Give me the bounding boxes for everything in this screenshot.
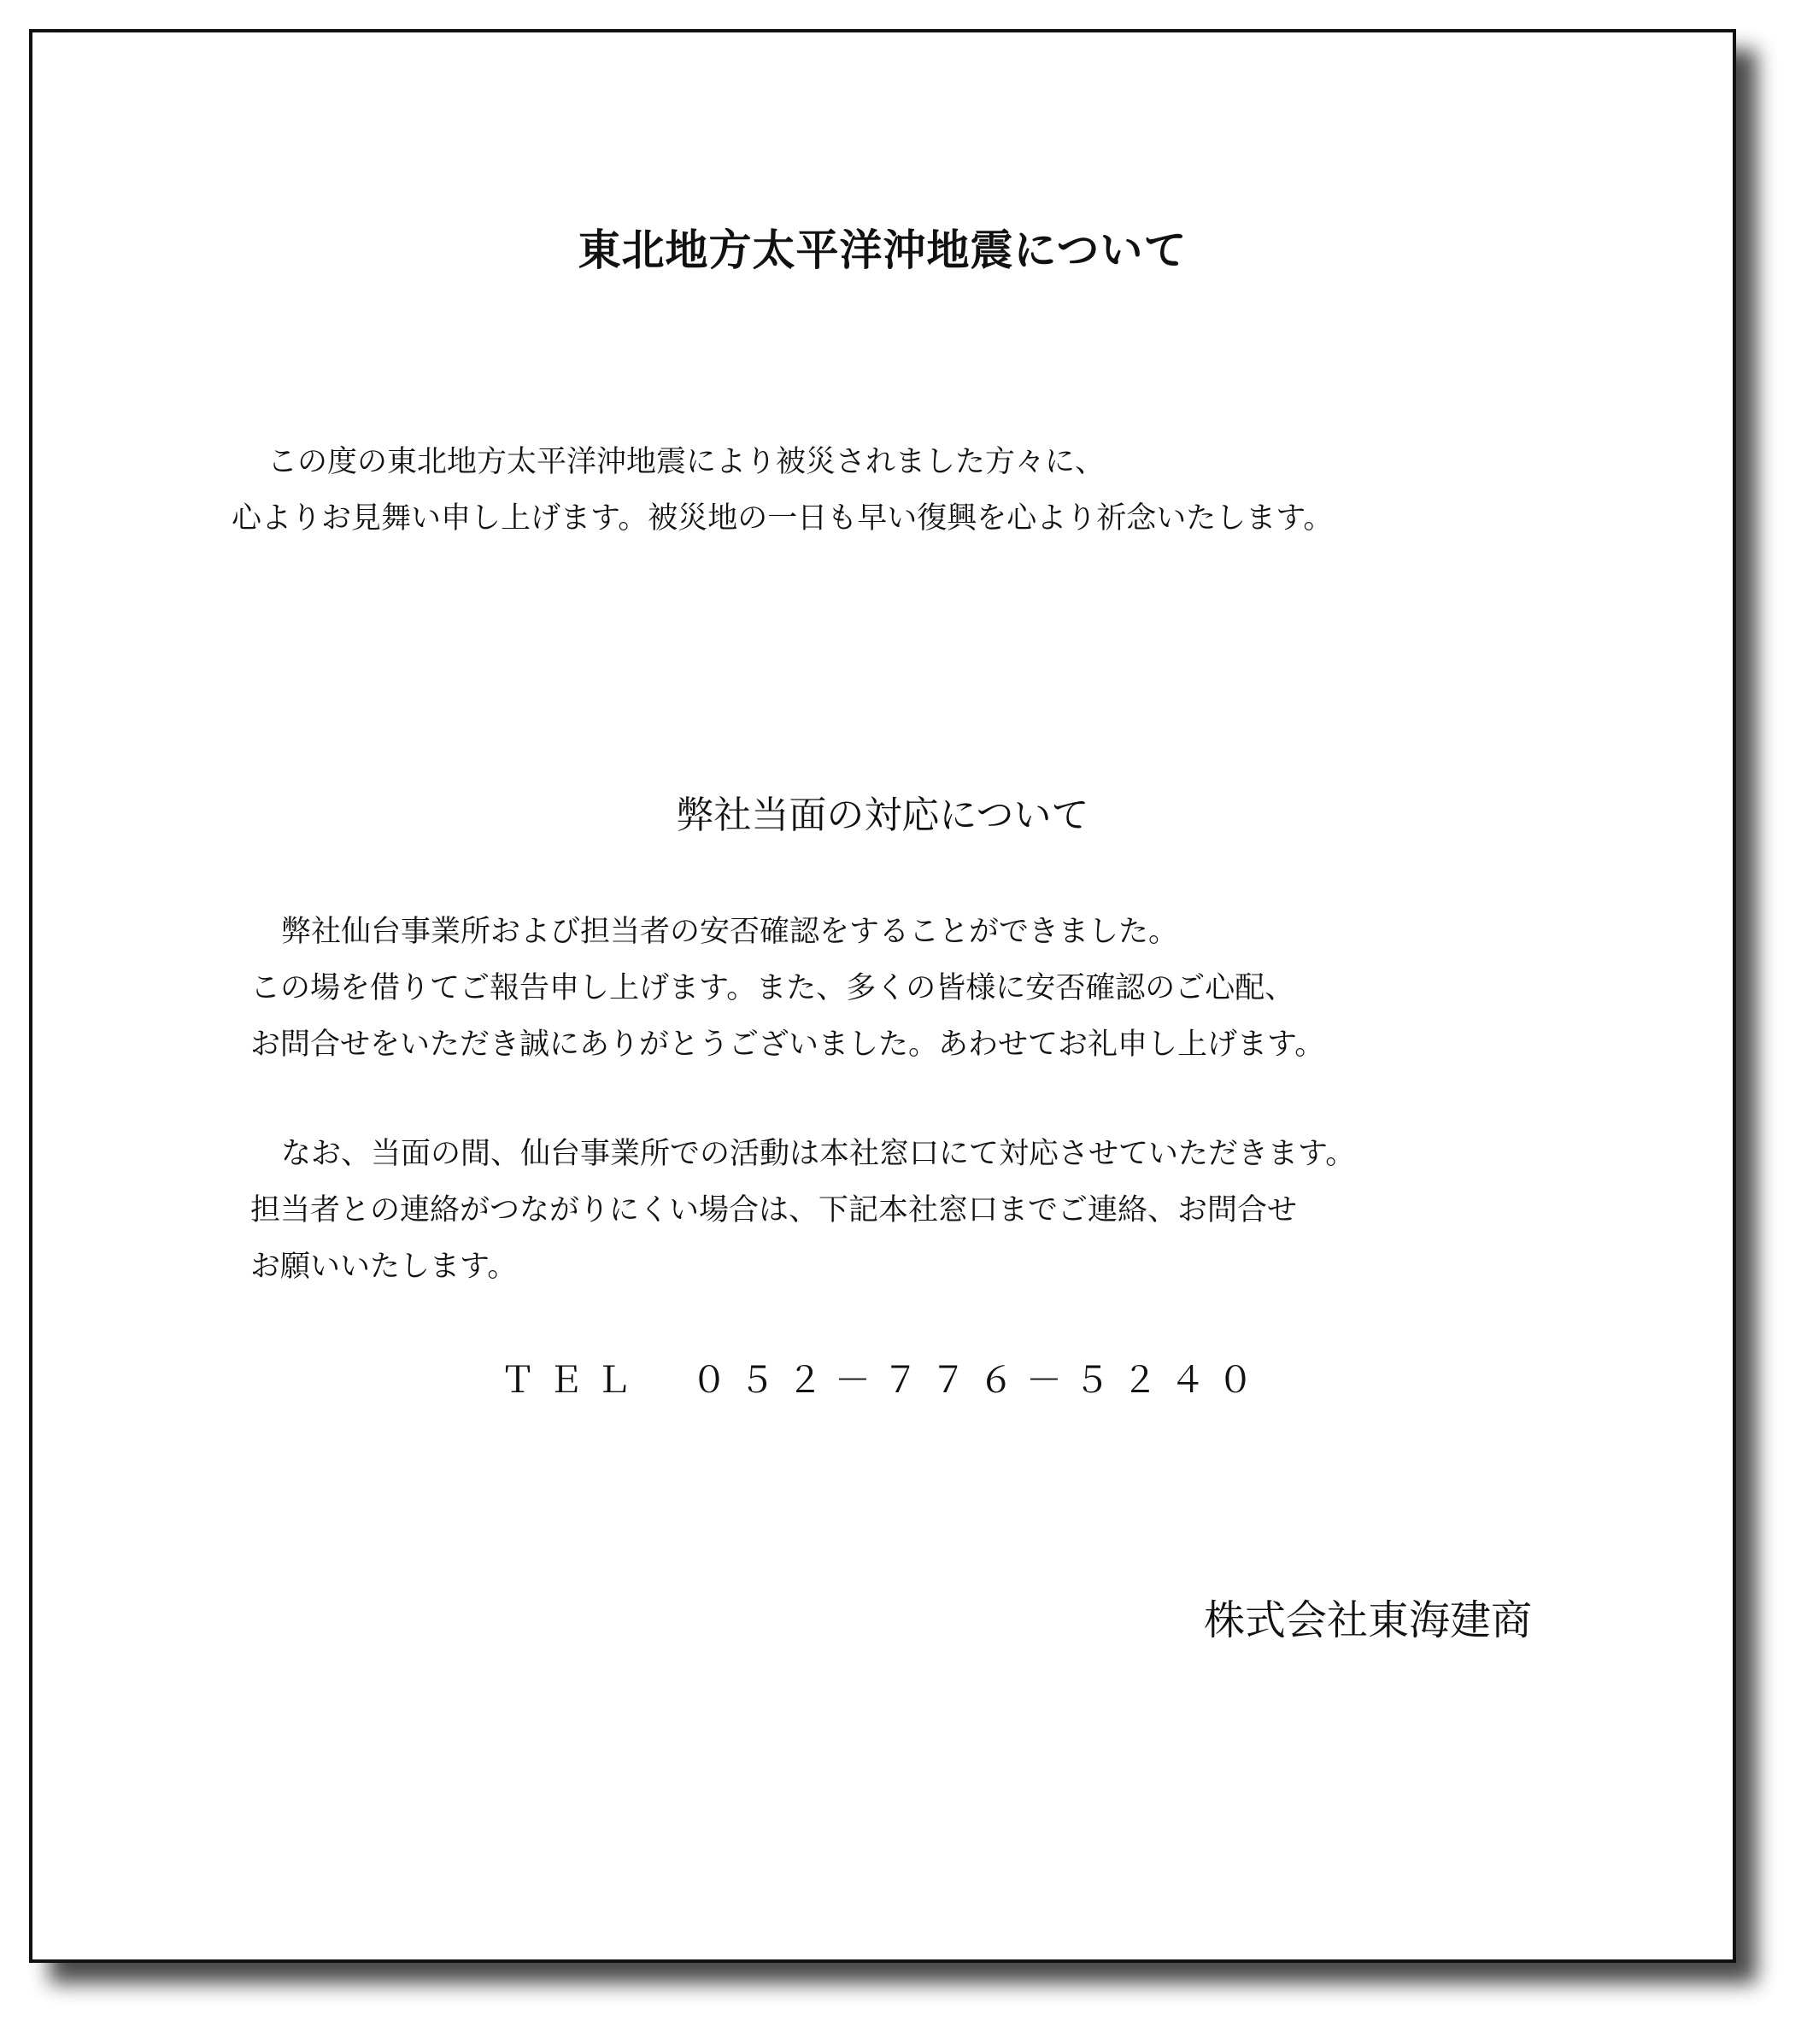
response-line-1: 弊社仙台事業所および担当者の安否確認をすることができました。: [281, 915, 1179, 949]
greeting-line-2: 心よりお見舞い申し上げます。被災地の一日も早い復興を心より祈念いたします。: [232, 501, 1334, 536]
response-subtitle: 弊社当面の対応について: [676, 794, 1089, 837]
note-paragraph: [250, 1126, 1355, 1295]
response-line-3: お問合せをいただき誠にありがとうございました。あわせてお礼申し上げます。: [250, 1028, 1325, 1062]
note-line-3: お願いいたします。: [250, 1250, 518, 1284]
notice-page: [29, 29, 1736, 1963]
greeting-paragraph: [232, 434, 1333, 547]
note-line-2: 担当者との連絡がつながりにくい場合は、下記本社窓口までご連絡、お問合せ: [250, 1193, 1298, 1227]
notice-title: 東北地方太平洋沖地震について: [578, 225, 1188, 275]
telephone-number: ＴＥＬ ０５２－７７６－５２４０: [499, 1359, 1265, 1401]
response-line-2: この場を借りてご報告申し上げます。また、多くの皆様に安否確認のご心配、: [250, 971, 1295, 1005]
company-name: 株式会社東海建商: [1203, 1596, 1532, 1644]
greeting-line-1: この度の東北地方太平洋沖地震により被災されました方々に、: [267, 445, 1106, 479]
response-paragraph: [250, 904, 1324, 1073]
note-line-1: なお、当面の間、仙台事業所での活動は本社窓口にて対応させていただきます。: [281, 1137, 1356, 1171]
